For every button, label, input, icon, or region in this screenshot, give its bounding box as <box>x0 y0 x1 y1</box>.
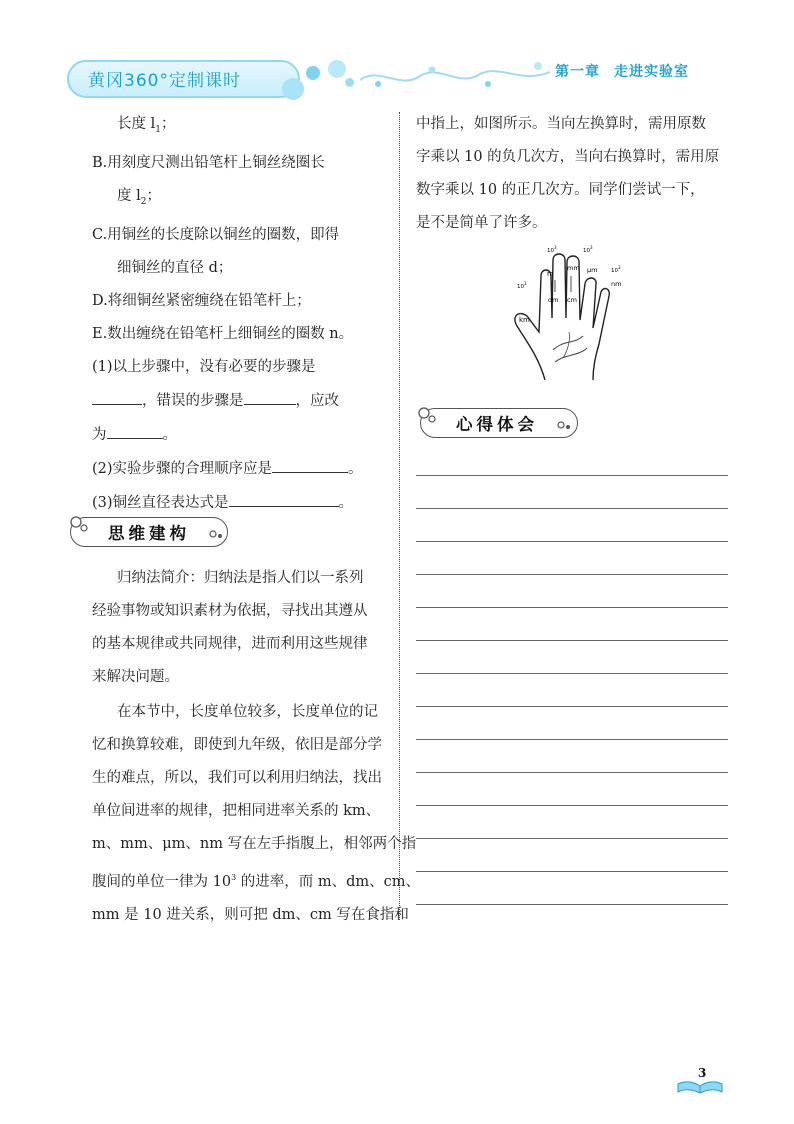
writing-line[interactable] <box>416 640 728 641</box>
para-2-line: 腹间的单位一律为 $10^3$ 的进率，而 m、dm、cm、 <box>92 873 421 890</box>
chapter-heading <box>555 61 703 81</box>
writing-line[interactable] <box>416 904 728 905</box>
chapter-title: 走进实验室 <box>614 64 689 80</box>
writing-line[interactable] <box>416 772 728 773</box>
writing-line[interactable] <box>416 805 728 806</box>
writing-line[interactable] <box>416 739 728 740</box>
para-2-line: m、mm、μm、nm 写在左手指腹上，相邻两个指 <box>92 836 417 852</box>
bubble-icon <box>68 512 90 534</box>
decor-bubble <box>328 60 346 78</box>
chapter-number: 第一章 <box>555 64 600 80</box>
decor-bubble <box>306 66 320 80</box>
page-number: 3 <box>698 1066 707 1080</box>
step-c-line1: C.用铜丝的长度除以铜丝的圈数，即得 <box>92 226 340 243</box>
para-1-line: 来解决问题。 <box>92 669 179 685</box>
hand-label-km: km <box>519 316 530 324</box>
answer-blank[interactable] <box>272 452 348 473</box>
step-a-tail: 长度 $l_1$； <box>117 116 176 135</box>
answer-blank[interactable] <box>107 418 163 439</box>
hand-unit-diagram <box>505 240 645 385</box>
writing-line[interactable] <box>416 541 728 542</box>
question-1-line2: ，错误的步骤是 ，应改 <box>92 384 382 418</box>
decor-bubble <box>345 78 354 87</box>
para-2-line: 生的难点，所以，我们可以利用归纳法，找出 <box>92 770 382 786</box>
writing-line[interactable] <box>416 871 728 872</box>
writing-line[interactable] <box>416 574 728 575</box>
right-para-line: 是不是简单了许多。 <box>416 215 547 231</box>
decor-bubble <box>282 78 304 100</box>
left-column <box>92 108 382 520</box>
hand-label-power: $10^3$ <box>611 265 621 274</box>
section-thinking-title: 思维建构 <box>108 524 190 543</box>
bubble-icon <box>556 419 572 431</box>
question-3: (3)铜丝直径表达式是 。 <box>92 486 382 520</box>
right-para-line: 字乘以 10 的负几次方，当向右换算时，需用原 <box>416 149 720 165</box>
right-para-line: 数字乘以 10 的正几次方。同学们尝试一下， <box>416 182 705 198</box>
para-2-line: 忆和换算较难，即使到九年级，依旧是部分学 <box>92 737 382 753</box>
open-book-icon <box>676 1078 724 1094</box>
column-divider <box>399 112 400 920</box>
hand-label-power: $10^3$ <box>517 281 527 290</box>
step-b-line2: 度 $l_2$； <box>117 187 161 207</box>
question-1-line1: (1)以上步骤中，没有必要的步骤是 <box>92 358 316 375</box>
section-reflection-title: 心得体会 <box>456 415 538 434</box>
para-2-line: mm 是 10 进关系，则可把 dm、cm 写在食指和 <box>92 906 409 923</box>
bubble-icon <box>416 403 438 425</box>
hand-label-um: μm <box>587 266 598 274</box>
para-1-line: 经验事物或知识素材为依据，寻找出其遵从 <box>92 603 368 619</box>
hand-label-m: m <box>547 270 554 278</box>
question-1-line3: 为 。 <box>92 418 382 452</box>
para-1-line: 的基本规律或共同规律，进而利用这些规律 <box>92 636 368 652</box>
step-c-line2: 细铜丝的直径 d； <box>117 259 233 276</box>
para-1-line: 归纳法简介：归纳法是指人们以一系列 <box>117 570 364 586</box>
writing-line[interactable] <box>416 673 728 674</box>
answer-blank[interactable] <box>229 486 339 507</box>
header-brand-title: 黄冈360°定制课时 <box>88 71 241 91</box>
left-column-paragraphs <box>92 562 421 932</box>
hand-label-cm: cm <box>567 296 577 304</box>
writing-line[interactable] <box>416 706 728 707</box>
hand-label-dm: dm <box>548 296 559 304</box>
hand-label-mm: mm <box>567 264 580 272</box>
para-2-line: 单位间进率的规律，把相同进率关系的 km、 <box>92 803 381 819</box>
step-d: D.将细铜丝紧密缠绕在铅笔杆上； <box>92 292 311 309</box>
step-b-line1: B.用刻度尺测出铅笔杆上铜丝绕圈长 <box>92 154 325 171</box>
decor-wave <box>360 62 550 92</box>
step-e: E.数出缠绕在铅笔杆上细铜丝的圈数 n。 <box>92 325 354 342</box>
writing-line[interactable] <box>416 475 728 476</box>
question-2: (2)实验步骤的合理顺序应是 。 <box>92 452 382 486</box>
writing-line[interactable] <box>416 607 728 608</box>
writing-line[interactable] <box>416 508 728 509</box>
right-column <box>416 108 728 240</box>
writing-line[interactable] <box>416 838 728 839</box>
bubble-icon <box>208 528 224 540</box>
answer-blank[interactable] <box>92 384 142 405</box>
right-para-line: 中指上，如图所示。当向左换算时，需用原数 <box>416 116 706 132</box>
para-2-line: 在本节中，长度单位较多，长度单位的记 <box>117 704 378 720</box>
hand-label-nm: nm <box>611 280 622 288</box>
hand-label-power: $10^3$ <box>547 245 557 254</box>
answer-blank[interactable] <box>244 384 296 405</box>
hand-label-power: $10^3$ <box>583 245 593 254</box>
